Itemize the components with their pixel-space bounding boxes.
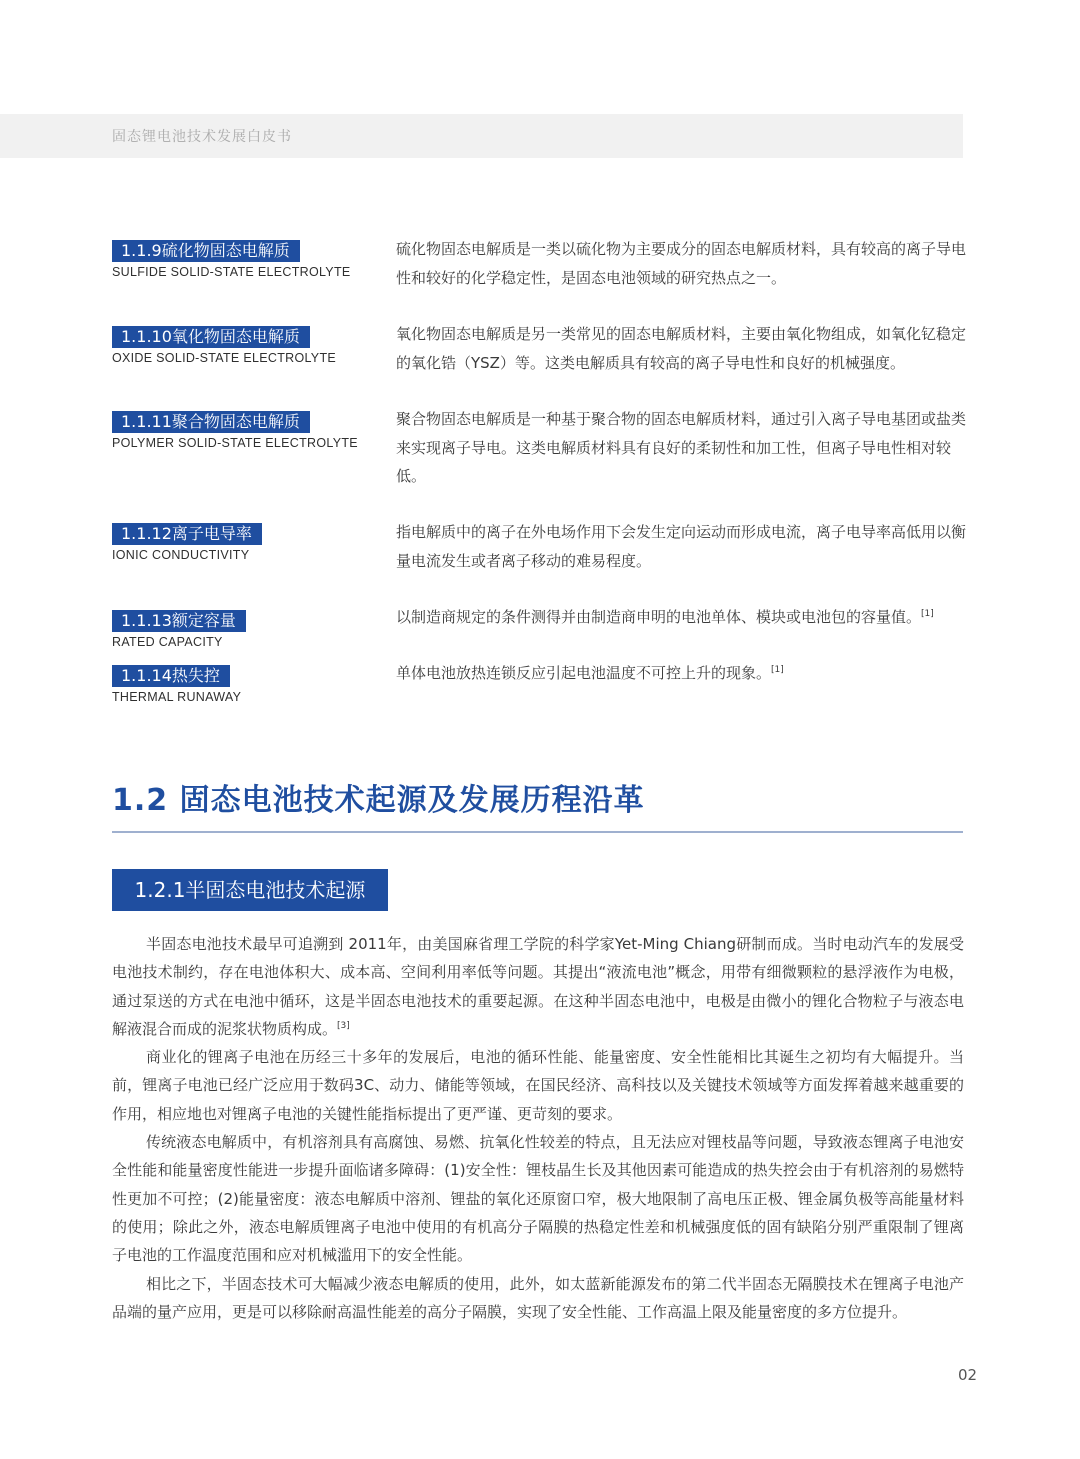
term-block-ionic-conductivity — [112, 523, 262, 562]
term-block-thermal-runaway — [112, 665, 241, 704]
paragraph: 商业化的锂离子电池在历经三十多年的发展后，电池的循环性能、能量密度、安全性能相比其诞生之初均有大幅提升。当前，锂离子电池已经广泛应用于数码3C、动力、储能等领域，在国民经济、高科技以及关键技术领域等方面发挥着越来越重要的作用，相应地也对锂离子电池的关键性能指标提出了更严谨、更苛刻的要求。 — [112, 1048, 964, 1123]
reference-marker: [1] — [771, 665, 784, 675]
term-tag: 1.1.9硫化物固态电解质 — [112, 240, 300, 262]
term-tag: 1.1.13额定容量 — [112, 610, 246, 632]
term-block-oxide — [112, 326, 336, 365]
term-english-name: POLYMER SOLID-STATE ELECTROLYTE — [112, 436, 358, 450]
reference-marker: [1] — [921, 609, 934, 619]
term-english-name: OXIDE SOLID-STATE ELECTROLYTE — [112, 351, 337, 365]
term-tag: 1.1.14热失控 — [112, 665, 230, 687]
term-definition: 单体电池放热连锁反应引起电池温度不可控上升的现象。[1] — [396, 664, 784, 682]
term-definition: 聚合物固态电解质是一种基于聚合物的固态电解质材料，通过引入离子导电基团或盐类来实现离子导电。这类电解质材料具有良好的柔韧性和加工性，但离子导电性相对较低。 — [396, 410, 967, 485]
term-block-sulfide — [112, 240, 351, 279]
running-header-title: 固态锂电池技术发展白皮书 — [112, 129, 292, 145]
paragraph: 传统液态电解质中，有机溶剂具有高腐蚀、易燃、抗氧化性较差的特点，且无法应对锂枝晶等问题，导致液态锂离子电池安全性能和能量密度性能进一步提升面临诸多障碍：(1)安全性：锂枝晶生长及其他因素可能造成的热失控会由于有机溶剂的易燃特性更加不可控；(2)能量密度：液态电解质中溶剂、锂盐的氧化还原窗口窄，极大地限制了高电压正极、锂金属负极等高能量材料的使用；除此之外，液态电解质锂离子电池中使用的有机高分子隔膜的热稳定性差和机械强度低的固有缺陷分别严重限制了锂离子电池的工作温度范围和应对机械滥用下的安全性能。 — [112, 1133, 964, 1265]
term-block-rated-capacity — [112, 610, 246, 649]
term-english-name: IONIC CONDUCTIVITY — [112, 548, 250, 562]
term-definition: 指电解质中的离子在外电场作用下会发生定向运动而形成电流，离子电导率高低用以衡量电流发生或者离子移动的难易程度。 — [396, 523, 967, 570]
section-divider — [112, 831, 963, 833]
section-title: 1.2 固态电池技术起源及发展历程沿革 — [112, 783, 645, 818]
paragraph: 相比之下，半固态技术可大幅减少液态电解质的使用，此外，如太蓝新能源发布的第二代半固态无隔膜技术在锂离子电池产品端的量产应用，更是可以移除耐高温性能差的高分子隔膜，实现了安全性能、工作高温上限及能量密度的多方位提升。 — [112, 1274, 964, 1321]
term-tag: 1.1.11聚合物固态电解质 — [112, 411, 310, 433]
term-tag: 1.1.10氧化物固态电解质 — [112, 326, 310, 348]
term-english-name: SULFIDE SOLID-STATE ELECTROLYTE — [112, 265, 351, 279]
paragraph: 半固态电池技术最早可追溯到 2011年，由美国麻省理工学院的科学家Yet-Ming Chiang研制而成。当时电动汽车的发展受电池技术制约，存在电池体积大、成本高、空间利用率低等问题。其提出“液流电池”概念，用带有细微颗粒的悬浮液作为电极，通过泵送的方式在电池中循环，这是半固态电池技术的重要起源。在这种半固态电池中，电极是由微小的锂化合物粒子与液态电解液混合而成的泥浆状物质构成。[3] — [112, 935, 964, 1038]
term-definition: 硫化物固态电解质是一类以硫化物为主要成分的固态电解质材料，具有较高的离子导电性和较好的化学稳定性，是固态电池领域的研究热点之一。 — [396, 240, 967, 287]
page-number: 02 — [958, 1366, 978, 1384]
term-english-name: RATED CAPACITY — [112, 635, 223, 649]
term-tag: 1.1.12离子电导率 — [112, 523, 262, 545]
subsection-title: 1.2.1半固态电池技术起源 — [112, 869, 388, 911]
body-text — [112, 930, 964, 1326]
term-definition: 氧化物固态电解质是另一类常见的固态电解质材料，主要由氧化物组成，如氧化钇稳定的氧化锆（YSZ）等。这类电解质具有较高的离子导电性和良好的机械强度。 — [396, 325, 967, 372]
term-english-name: THERMAL RUNAWAY — [112, 690, 242, 704]
reference-marker: [3] — [337, 1020, 350, 1031]
term-definition: 以制造商规定的条件测得并由制造商申明的电池单体、模块或电池包的容量值。[1] — [396, 608, 934, 626]
term-block-polymer — [112, 411, 358, 450]
